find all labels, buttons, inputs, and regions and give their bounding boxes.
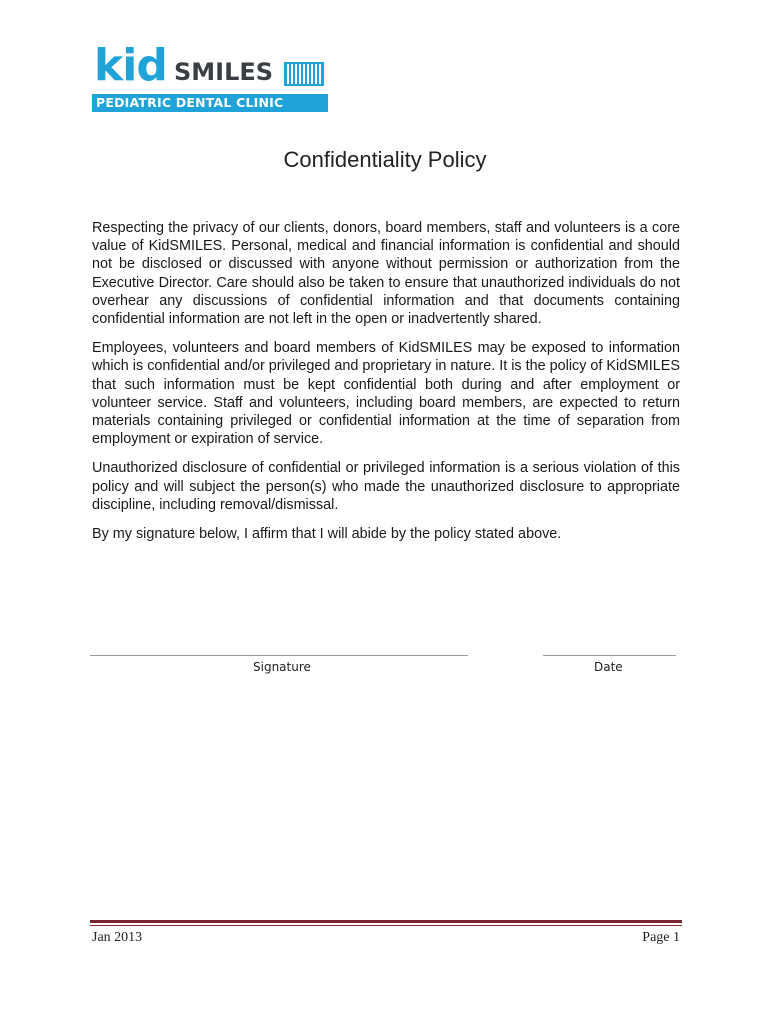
logo-kid-text: kid <box>94 40 167 91</box>
logo-subtitle: PEDIATRIC DENTAL CLINIC <box>92 94 328 112</box>
page-number: Page 1 <box>642 930 680 945</box>
policy-paragraph: Unauthorized disclosure of confidential or privileged information is a serious violation of this policy and will subject the person(s) who made the unauthorized disclosure to appropriate discipline, including removal/dismissal. <box>92 460 680 513</box>
policy-paragraph: Employees, volunteers and board members of KidSMILES may be exposed to information which is confidential and/or privileged and proprietary in nature. It is the policy of KidSMILES that such information must be kept confidential both during and after employment or volunteer service. Staff and volunteers, including board members, are expected to return materials containing privileged or confidential information at the time of separation from employment or expiration of service. <box>92 340 680 448</box>
signature-line[interactable] <box>90 655 468 656</box>
toothbrush-bristles-icon <box>284 62 324 86</box>
logo-smiles-text: SMILES <box>174 58 274 86</box>
affirmation-paragraph: By my signature below, I affirm that I will abide by the policy stated above. <box>92 526 562 543</box>
kidsmiles-logo <box>92 42 332 114</box>
footer-date: Jan 2013 <box>92 930 143 945</box>
page-title: Confidentiality Policy <box>283 147 487 172</box>
policy-body <box>92 219 680 554</box>
policy-paragraph: Respecting the privacy of our clients, donors, board members, staff and volunteers is a core value of KidSMILES. Personal, medical and financial information is confidential and should not be disclosed or discussed with anyone without permission or authorization from the Executive Director. Care should also be taken to ensure that unauthorized individuals do not overhear any discussions of confidential information and that documents containing confidential information are not left in the open or inadvertently shared. <box>92 220 680 328</box>
date-label: Date <box>594 660 623 674</box>
footer-rule-thin <box>90 925 682 926</box>
signature-label: Signature <box>253 660 311 674</box>
footer-rule <box>90 920 682 923</box>
date-line[interactable] <box>543 655 676 656</box>
